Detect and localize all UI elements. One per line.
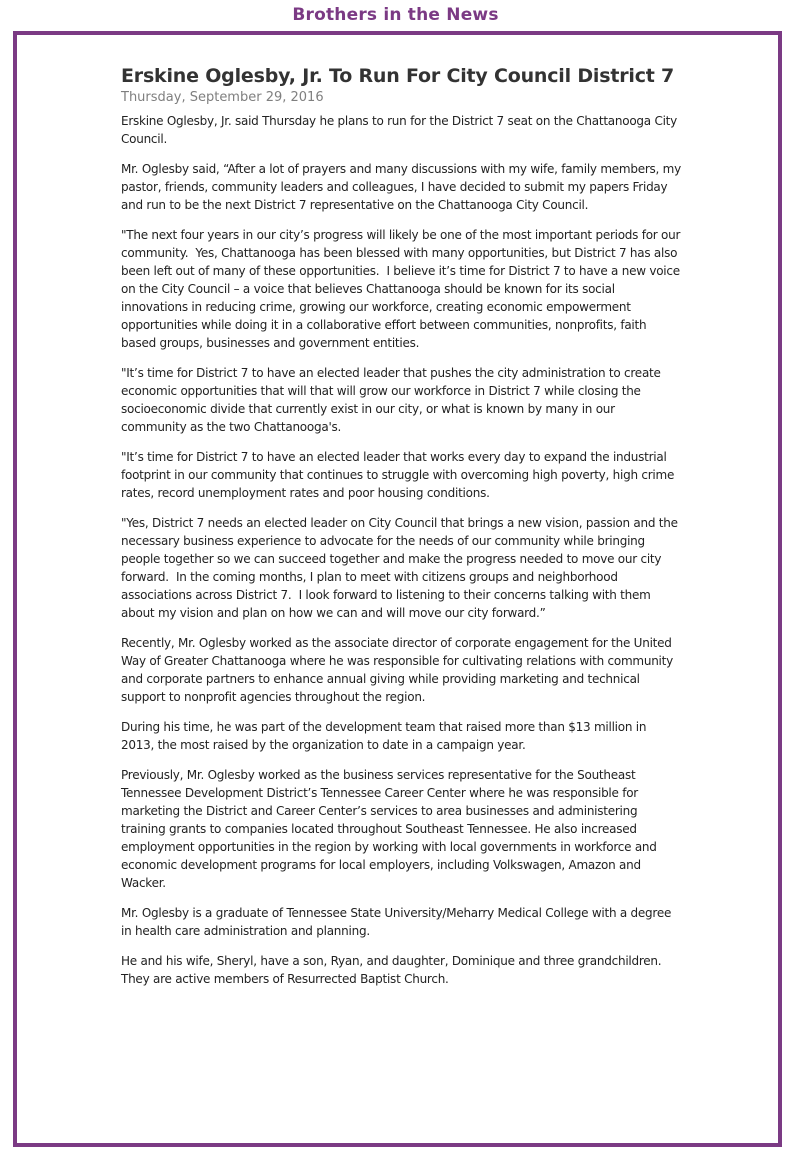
article (121, 63, 685, 1000)
article-headline: Erskine Oglesby, Jr. To Run For City Council District 7 (121, 65, 675, 87)
article-paragraph: "It’s time for District 7 to have an elected leader that works every day to expand the industrial footprint in our community that continues to struggle with overcoming high poverty, high crime rates, record unemployment rates and poor housing conditions. (121, 450, 678, 500)
section-title: Brothers in the News (292, 5, 499, 25)
article-paragraph: Recently, Mr. Oglesby worked as the associate director of corporate engagement for the United Way of Greater Chattanooga where he was responsible for cultivating relations with community and corporate partners to enhance annual giving while providing marketing and technical support to nonprofit agencies throughout the region. (121, 636, 677, 704)
article-paragraph: He and his wife, Sheryl, have a son, Ryan, and daughter, Dominique and three grandchildren. They are active members of Resurrected Baptist Church. (121, 954, 665, 986)
article-paragraph: Mr. Oglesby is a graduate of Tennessee State University/Meharry Medical College with a degree in health care administration and planning. (121, 906, 675, 938)
article-paragraph: Mr. Oglesby said, “After a lot of prayers and many discussions with my wife, family members, my pastor, friends, community leaders and colleagues, I have decided to submit my papers Friday and run to be the next District 7 representative on the Chattanooga City Council. (121, 162, 685, 212)
article-paragraph: "The next four years in our city’s progress will likely be one of the most important periods for our community. Yes, Chattanooga has been blessed with many opportunities, but District 7 has also been left out of many of these opportunities. I believe it’s time for District 7 to have a new voice on the City Council – a voice that believes Chattanooga should be known for its social innovations in reducing crime, growing our workforce, creating economic empowerment opportunities while doing it in a collaborative effort between communities, nonprofits, faith based groups, businesses and government entities. (121, 228, 684, 350)
article-paragraph: Previously, Mr. Oglesby worked as the business services representative for the Southeast Tennessee Development District’s Tennessee Career Center where he was responsible for marketing the District and Career Center’s services to area businesses and administering training grants to companies located throughout Southeast Tennessee. He also increased employment opportunities in the region by working with local governments in workforce and economic development programs for local employers, including Volkswagen, Amazon and Wacker. (121, 768, 661, 890)
article-paragraph: "It’s time for District 7 to have an elected leader that pushes the city administration to create economic opportunities that will that will grow our workforce in District 7 while closing the socioeconomic divide that currently exist in our city, or what is known by many in our community as the two Chattanooga's. (121, 366, 665, 434)
article-paragraph: During his time, he was part of the development team that raised more than $13 million in 2013, the most raised by the organization to date in a campaign year. (121, 720, 650, 752)
article-date: Thursday, September 29, 2016 (121, 90, 324, 105)
article-paragraph: "Yes, District 7 needs an elected leader on City Council that brings a new vision, passion and the necessary business experience to advocate for the needs of our community while bringing people together so we can succeed together and make the progress needed to move our city forward. In the coming months, I plan to meet with citizens groups and neighborhood associations across District 7. I look forward to listening to their concerns talking with them about my vision and plan on how we can and will move our city forward.” (121, 516, 682, 620)
article-paragraph: Erskine Oglesby, Jr. said Thursday he plans to run for the District 7 seat on the Chattanooga City Council. (121, 114, 681, 146)
article-body (121, 112, 685, 988)
article-frame (13, 31, 782, 1147)
